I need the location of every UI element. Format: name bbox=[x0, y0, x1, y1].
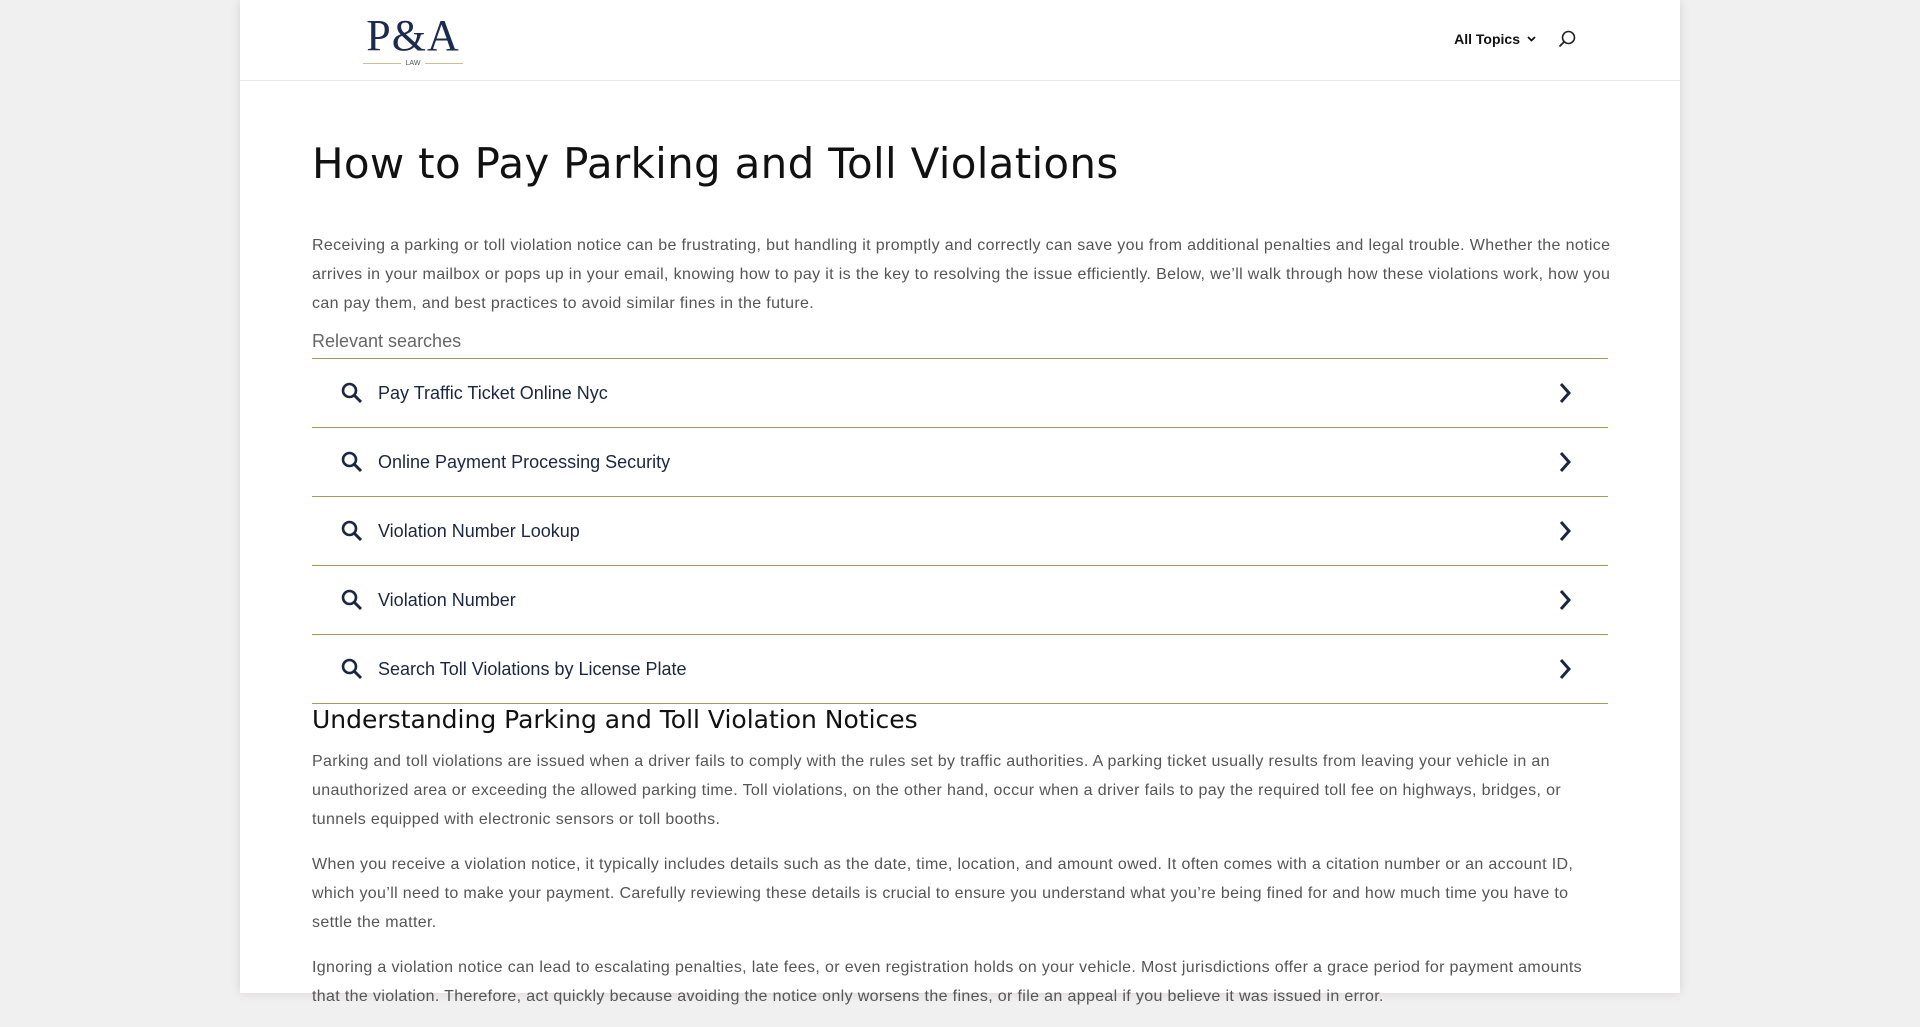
logo-mark: P&A bbox=[366, 11, 460, 60]
search-icon bbox=[340, 381, 364, 405]
all-topics-label: All Topics bbox=[1454, 31, 1520, 47]
chevron-right-icon bbox=[1558, 589, 1572, 611]
search-icon bbox=[340, 450, 364, 474]
relevant-search-label: Search Toll Violations by License Plate bbox=[378, 658, 687, 679]
site-header bbox=[240, 0, 1680, 81]
relevant-search-label: Pay Traffic Ticket Online Nyc bbox=[378, 382, 608, 403]
search-icon[interactable] bbox=[1558, 30, 1576, 48]
page bbox=[240, 0, 1680, 1005]
relevant-search-item[interactable] bbox=[312, 635, 1608, 704]
all-topics-menu[interactable] bbox=[1454, 31, 1536, 47]
relevant-search-item[interactable] bbox=[312, 359, 1608, 428]
search-icon bbox=[340, 588, 364, 612]
paragraph: Parking and toll violations are issued when a driver fails to comply with the rules set by traffic authorities. A parking ticket usually results from leaving your vehicle in an unauthorized area or exceeding the allowed parking time. Toll violations, on the other hand, occur when a driver fails to pay the required toll fee on highways, bridges, or tunnels equipped with electronic sensors or toll booths. bbox=[312, 753, 1562, 828]
paragraph: Ignoring a violation notice can lead to escalating penalties, late fees, or even registration holds on your vehicle. Most jurisdictions offer a grace period for payment amounts that the violation. Therefore, act quickly because avoiding the notice only worsens the fines, or file an appeal if you believe it was issued in error. bbox=[312, 959, 1582, 1005]
section-heading: Understanding Parking and Toll Violation Notices bbox=[312, 705, 918, 734]
chevron-right-icon bbox=[1558, 382, 1572, 404]
relevant-search-item[interactable] bbox=[312, 497, 1608, 566]
search-icon bbox=[340, 657, 364, 681]
relevant-searches bbox=[312, 331, 1608, 704]
chevron-right-icon bbox=[1558, 451, 1572, 473]
chevron-right-icon bbox=[1558, 520, 1572, 542]
section-body bbox=[312, 747, 1612, 1027]
chevron-down-icon bbox=[1527, 36, 1536, 42]
chevron-right-icon bbox=[1558, 658, 1572, 680]
relevant-search-label: Online Payment Processing Security bbox=[378, 451, 671, 472]
relevant-search-label: Violation Number Lookup bbox=[378, 520, 580, 541]
paragraph: When you receive a violation notice, it typically includes details such as the date, time, location, and amount owed. It often comes with a citation number or an account ID, which you’ll need to make your payment. Carefully reviewing these details is crucial to ensure you understand what you’re being fined for and how much time you have to settle the matter. bbox=[312, 856, 1574, 931]
relevant-search-item[interactable] bbox=[312, 566, 1608, 635]
nav bbox=[1454, 30, 1576, 48]
intro-paragraph: Receiving a parking or toll violation notice can be frustrating, but handling it promptly and correctly can save you from additional penalties and legal trouble. Whether the notice arrives in your mailbox or pops up in your email, knowing how to pay it is the key to resolving the issue efficiently. Below, we’ll walk through how these violations work, how you can pay them, and best practices to avoid similar fines in the future. bbox=[312, 237, 1611, 312]
relevant-search-item[interactable] bbox=[312, 428, 1608, 497]
logo[interactable] bbox=[358, 11, 468, 67]
page-title: How to Pay Parking and Toll Violations bbox=[312, 139, 1119, 188]
logo-sub: LAW bbox=[405, 60, 421, 67]
relevant-searches-title: Relevant searches bbox=[312, 331, 1608, 359]
search-icon bbox=[340, 519, 364, 543]
relevant-search-label: Violation Number bbox=[378, 589, 516, 610]
